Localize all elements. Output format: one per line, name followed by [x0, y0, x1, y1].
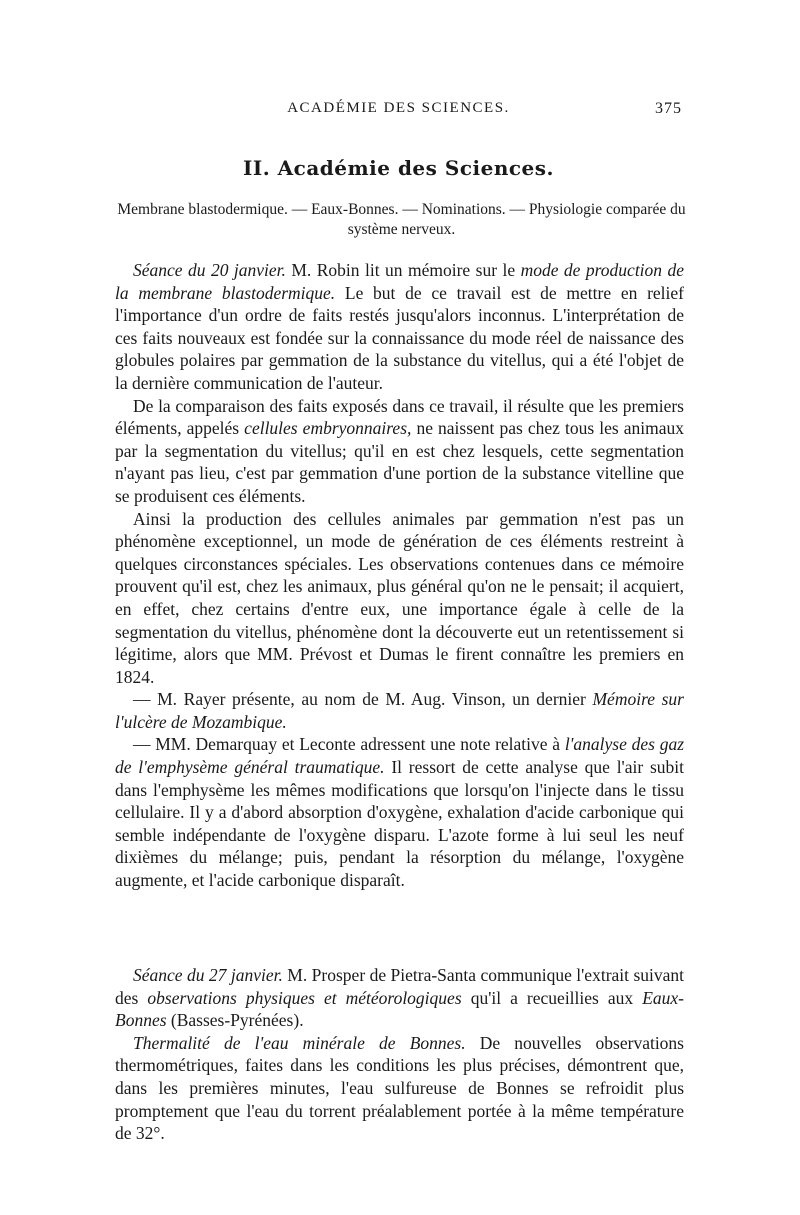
section-title: II. Académie des Sciences.: [243, 156, 554, 180]
text-run: Il ressort de cette analyse que l'air subit dans l'emphysème les mêmes modifications que lorsqu'on l'injecte dans le tissu cellulaire. Il y a d'abord absorption d'oxygène, exhalation d'acide carbonique qui semble indépendante de l'oxygène disparu. L'azote forme à lui seul les neuf dixièmes du mélange; puis, pendant la résorption du mélange, l'oxygène augmente, et l'acide carbonique disparaît.: [115, 757, 684, 891]
running-title: ACADÉMIE DES SCIENCES.: [287, 100, 510, 116]
place-name: Eaux-Bonnes: [115, 987, 685, 1031]
seance-heading: Séance du 27 janvier.: [133, 965, 283, 985]
memoir-title: observations physiques et météorologiques: [147, 987, 462, 1008]
paragraph: Ainsi la production des cellules animales par gemmation n'est pas un phénomène exceptionnel, un mode de génération de ces éléments restreint à quelques circonstances spéciales. Les observations contenues dans ce mémoire prouvent qu'il est, chez les animaux, plus général qu'on ne le pensait; il acquiert, en effet, chez certains d'entre eux, une importance égale à celle de la segmentation du vitellus, phénomène dont la découverte eut un retentissement si légitime, alors que MM. Prévost et Dumas le firent connaître les premiers en 1824.: [115, 508, 684, 687]
text-run: ne naissent pas chez tous les animaux par la segmentation du vitellus; qu'il en est chez lesquels, cette segmentation n'ayant pas lieu, c'est par gemmation d'une portion de la substance vitelline que se produisent ces éléments.: [115, 418, 684, 506]
seance-heading: Séance du 20 janvier.: [133, 260, 286, 280]
seance-27-janvier: [115, 964, 684, 1145]
term: cellules embryonnaires,: [244, 418, 412, 439]
text-run: De nouvelles observations thermométriques, faites dans les conditions les plus précises, démontrent que, dans les premières minutes, l'eau sulfureuse de Bonnes se refroidit plus promptement que l'eau du torrent préalablement portée à la même température de 32°.: [115, 1032, 684, 1144]
memoir-title: l'analyse des gaz de l'emphysème général traumatique.: [115, 734, 685, 778]
text-run: M. Prosper de Pietra-Santa communique l'extrait suivant des: [115, 965, 684, 1008]
running-header: [115, 100, 682, 122]
text-run: — M. Rayer présente, au nom de M. Aug. Vinson, un dernier: [133, 689, 593, 710]
text-run: De la comparaison des faits exposés dans ce travail, il résulte que les premiers éléments, appelés: [115, 395, 684, 439]
seance-20-janvier: [115, 259, 684, 892]
paragraph: [115, 259, 684, 395]
section-summary: Membrane blastodermique. — Eaux-Bonnes. — Nominations. — Physiologie comparée du système nerveux.: [117, 201, 686, 238]
text-run: Le but de ce travail est de mettre en relief l'importance d'un ordre de faits restés jusqu'alors inconnus. L'interprétation de ces faits nouveaux est fondée sur la connaissance du mode réel de naissance des globules polaires par gemmation de la substance du vitellus, qui a été l'objet de la dernière communication de l'auteur.: [115, 282, 684, 393]
memoir-title: mode de production de la membrane blastodermique.: [115, 260, 685, 303]
page-number: 375: [655, 100, 682, 117]
text-run: qu'il a recueillies aux: [461, 987, 643, 1008]
paragraph: [115, 733, 684, 891]
memoir-title: Mémoire sur l'ulcère de Mozambique.: [115, 689, 684, 732]
paragraph: [115, 1032, 684, 1145]
text-run: M. Robin lit un mémoire sur le: [285, 260, 521, 280]
text-run: (Basses-Pyrénées).: [166, 1010, 304, 1031]
text-run: — MM. Demarquay et Leconte adressent une note relative à: [133, 734, 565, 755]
subsection-heading: Thermalité de l'eau minérale de Bonnes.: [133, 1032, 466, 1053]
paragraph: [115, 964, 684, 1032]
paragraph: [115, 688, 684, 733]
paragraph: [115, 395, 684, 508]
